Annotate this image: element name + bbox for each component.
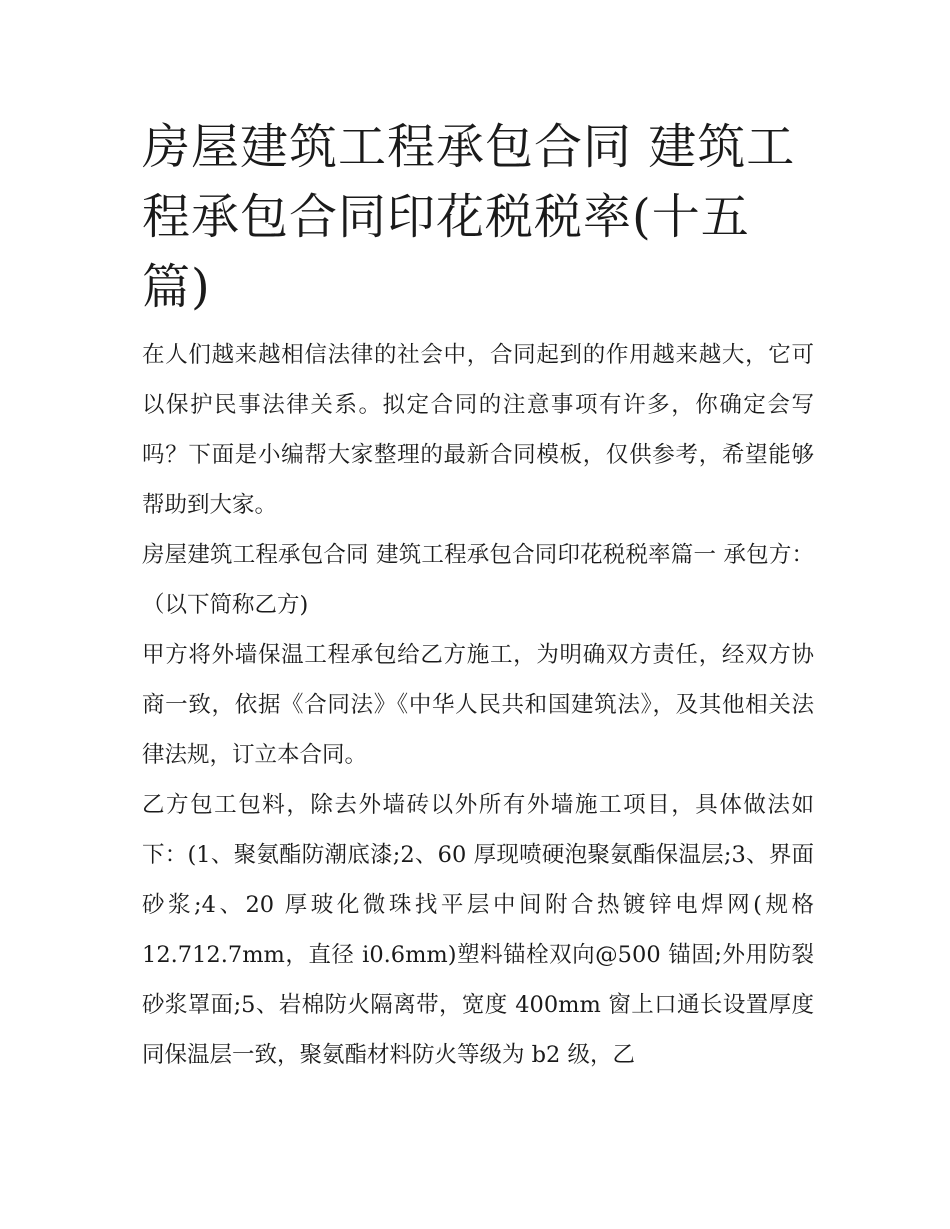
agreement-paragraph: 甲方将外墙保温工程承包给乙方施工，为明确双方责任，经双方协商一致，依据《合同法》《中华人民共和国建筑法》，及其他相关法律法规，订立本合同。: [142, 642, 814, 768]
document-title: 房屋建筑工程承包合同 建筑工程承包合同印花税税率(十五篇): [142, 119, 796, 315]
section-heading-paragraph: 房屋建筑工程承包合同 建筑工程承包合同印花税税率篇一 承包方：（以下简称乙方): [142, 542, 814, 618]
document-page: [142, 112, 814, 1080]
intro-paragraph: 在人们越来越相信法律的社会中，合同起到的作用越来越大，它可以保护民事法律关系。拟定合同的注意事项有许多，你确定会写吗？下面是小编帮大家整理的最新合同模板，仅供参考，希望能够帮助到大家。: [142, 342, 814, 518]
scope-paragraph: 乙方包工包料，除去外墙砖以外所有外墙施工项目，具体做法如下：(1、聚氨酯防潮底漆;2、60 厚现喷硬泡聚氨酯保温层;3、界面砂浆;4、20 厚玻化微珠找平层中间附合热镀锌电焊网(规格 12.712.7mm，直径 i0.6mm)塑料锚栓双向@500 锚固;外用防裂砂浆罩面;5、岩棉防火隔离带，宽度 400mm 窗上口通长设置厚度同保温层一致，聚氨酯材料防火等级为 b2 级，乙: [142, 792, 814, 1068]
